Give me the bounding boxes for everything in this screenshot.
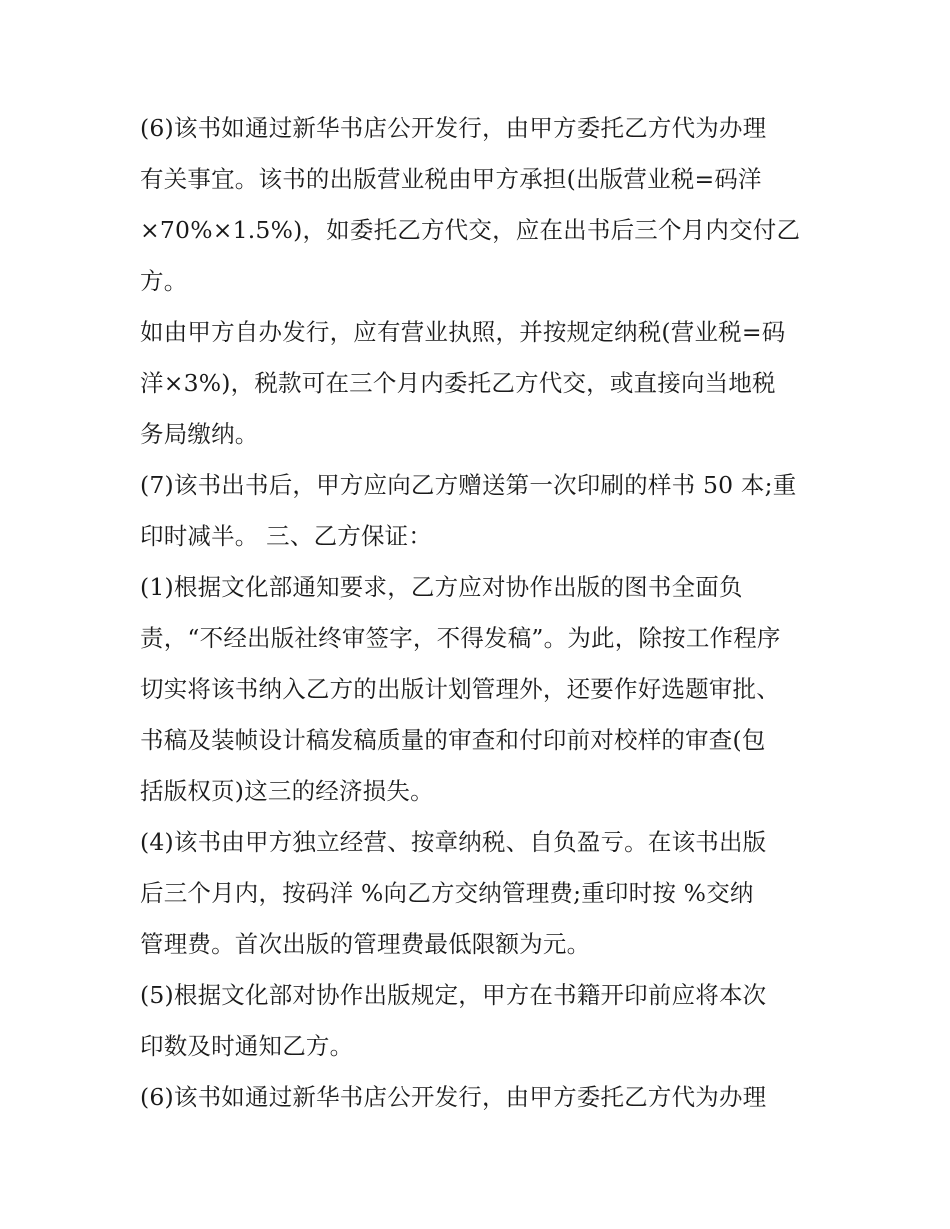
text-line: 责，“不经出版社终审签字，不得发稿”。为此，除按工作程序	[140, 624, 781, 652]
text-line: 务局缴纳。	[140, 420, 259, 448]
text-line: 有关事宜。该书的出版营业税由甲方承担(出版营业税=码洋	[140, 165, 762, 193]
text-line: 方。	[140, 267, 188, 295]
text-line: (5)根据文化部对协作出版规定，甲方在书籍开印前应将本次	[140, 981, 767, 1009]
text-line: (4)该书由甲方独立经营、按章纳税、自负盈亏。在该书出版	[140, 828, 767, 856]
text-line: (6)该书如通过新华书店公开发行，由甲方委托乙方代为办理	[140, 114, 767, 142]
text-line: 切实将该书纳入乙方的出版计划管理外，还要作好选题审批、	[140, 675, 780, 703]
text-line: (6)该书如通过新华书店公开发行，由甲方委托乙方代为办理	[140, 1083, 767, 1111]
text-line: 印时减半。 三、乙方保证：	[140, 522, 433, 550]
text-line: 印数及时通知乙方。	[140, 1032, 354, 1060]
text-line: ×70%×1.5%)，如委托乙方代交，应在出书后三个月内交付乙	[140, 216, 801, 244]
text-line: 书稿及装帧设计稿发稿质量的审查和付印前对校样的审查(包	[140, 726, 766, 754]
text-line: 括版权页)这三的经济损失。	[140, 777, 434, 805]
text-line: 洋×3%)，税款可在三个月内委托乙方代交，或直接向当地税	[140, 369, 776, 397]
text-line: (1)根据文化部通知要求，乙方应对协作出版的图书全面负	[140, 573, 743, 601]
document-page	[140, 103, 820, 1123]
text-line: (7)该书出书后，甲方应向乙方赠送第一次印刷的样书 50 本;重	[140, 471, 797, 499]
text-line: 后三个月内，按码洋 %向乙方交纳管理费;重印时按 %交纳	[140, 879, 754, 907]
text-line: 如由甲方自办发行，应有营业执照，并按规定纳税(营业税=码	[140, 318, 786, 346]
text-line: 管理费。首次出版的管理费最低限额为元。	[140, 930, 591, 958]
